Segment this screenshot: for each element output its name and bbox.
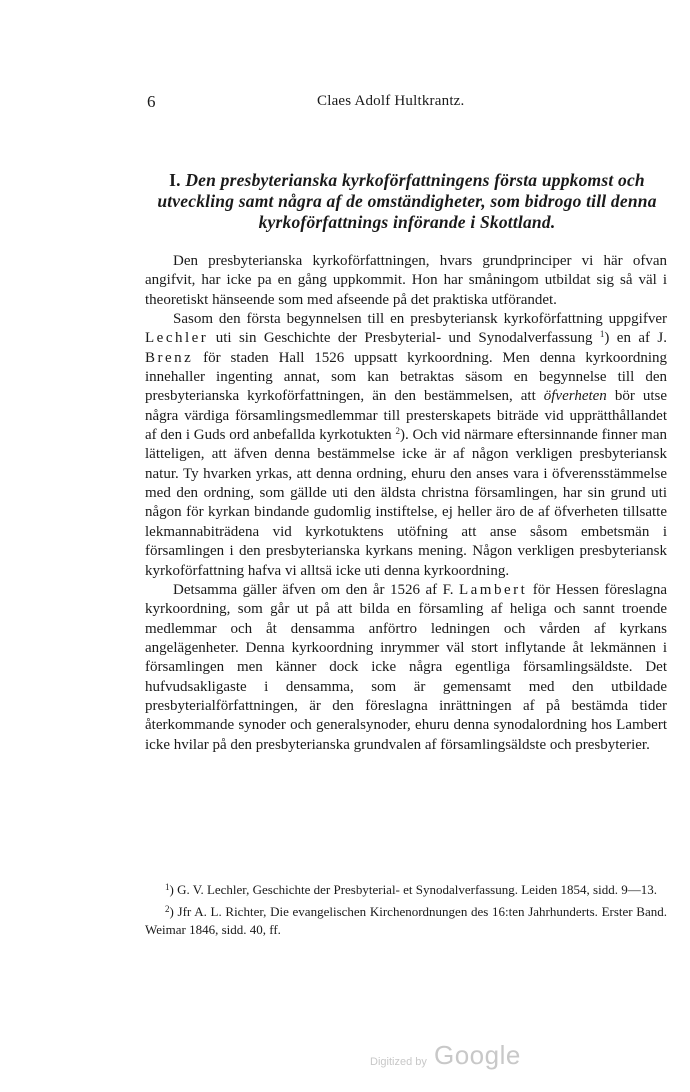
- paragraph-text: ) en af J.: [604, 330, 667, 347]
- paragraph-text: för Hessen föreslagna kyrkoordning, som går ut på att bilda en församling af heliga och sannt troende medlemmar och åt densamma anförtro ledningen och vården af kyrkans angelägenheter. Denna kyrkoordning inrymmer väl stort inflytande åt lekmännen i församlingen men känner dock icke några egentliga församlingsäldste. Det hufvudsakligaste i densamma, som är gemensamt med den utbildade presbyterialförfattningen, är den föreslagna inrättningen af på bestämda tider återkommande synoder och generalsynoder, ehuru denna synodalordning hos Lambert icke hvilar på den presbyterianska grundvalen af församlingsäldste och presbyterier.: [145, 581, 668, 753]
- page-number: 6: [147, 92, 156, 111]
- digitized-watermark: [370, 1040, 530, 1080]
- running-head: Claes Adolf Hultkrantz.: [317, 93, 465, 109]
- page-header: [147, 92, 547, 114]
- paragraph: [145, 252, 667, 310]
- author-name: Lambert: [458, 581, 528, 598]
- watermark-brand: Google: [434, 1040, 521, 1070]
- paragraph-text: Sasom den första begynnelsen till en presbyteriansk kyrkoförfattning uppgifver: [173, 311, 667, 328]
- paragraph-text: Den presbyterianska kyrkoförfattningen, hvars grundprinciper vi här ofvan angifvit, har icke pa en gång uppkommit. Hon har småningom utbildat sig så väl i theoretiskt hänseende som med afseende på det praktiska utförandet.: [145, 253, 667, 308]
- footnotes: [145, 881, 667, 943]
- paragraph-text: för staden Hall 1526 uppsatt kyrkoordning. Men denna kyrkoordning innehaller ingenting annat, som kan betraktas säsom en begynnelse till den presbyterianska kyrkoförfattningen, än den bestämmelsen, att: [145, 349, 667, 405]
- section-title: Den presbyterianska kyrkoförfattningens första uppkomst och utveckling samt några af de omständigheter, som bidrogo till denna kyrkoförfattnings införande i Skottland.: [157, 170, 657, 232]
- footnote-mark: 2: [165, 904, 170, 914]
- emphasized-term: öfverheten: [543, 388, 607, 405]
- footnote-reference[interactable]: 2: [395, 426, 400, 437]
- watermark-prefix: Digitized by: [370, 1056, 427, 1068]
- footnote-text: ) G. V. Lechler, Geschichte der Presbyterial- et Synodalverfassung. Leiden 1854, sidd. 9—13.: [169, 882, 657, 897]
- paragraph-text: Detsamma gäller äfven om den år 1526 af F.: [173, 581, 459, 598]
- footnote-reference[interactable]: 1: [599, 329, 605, 340]
- body-text: [145, 252, 667, 755]
- author-name: Lechler: [145, 330, 209, 347]
- author-name: Brenz: [145, 349, 194, 366]
- paragraph: [145, 581, 667, 755]
- paragraph-text: uti sin Geschichte der Presbyterial- und Synodalverfassung: [208, 330, 600, 347]
- footnote-text: ) Jfr A. L. Richter, Die evangelischen Kirchenordnungen des 16:ten Jahrhunderts. Erster Band. Weimar 1846, sidd. 40, ff.: [145, 904, 667, 937]
- paragraph-text: bör utse några värdiga församlingsmedlemmar till presterskapets biträde vid upprätthållandet af den i Guds ord anbefallda kyrkotukten: [145, 388, 667, 444]
- footnote-mark: 1: [165, 882, 170, 892]
- footnote: [145, 903, 667, 939]
- section-number: I.: [169, 170, 181, 190]
- section-heading: [147, 170, 667, 233]
- footnote: [145, 881, 667, 899]
- paragraph-text: ). Och vid närmare eftersinnande finner man lätteligen, att äfven denna bestämmelse icke är af någon verkligen presbyteriansk natur. Ty hvarken yrkas, att denna ordning, ehuru den anses vara i öfverensstämmelse med den ordning, som gällde uti den äldsta christna församlingen, har sin grund uti någon för kyrkan bindande gudomlig instiftelse, ej heller äro de af öfverheten tillsatte lekmannabiträdena vid kyrkotuktens utöfning att anse såsom embetsmän i församlingen i den presbyterianska kyrkans mening. Någon verkligen presbyteriansk kyrkoförfattning hafva vi alltsä icke uti denna kyrkoordning.: [145, 427, 668, 579]
- paragraph: [145, 310, 667, 581]
